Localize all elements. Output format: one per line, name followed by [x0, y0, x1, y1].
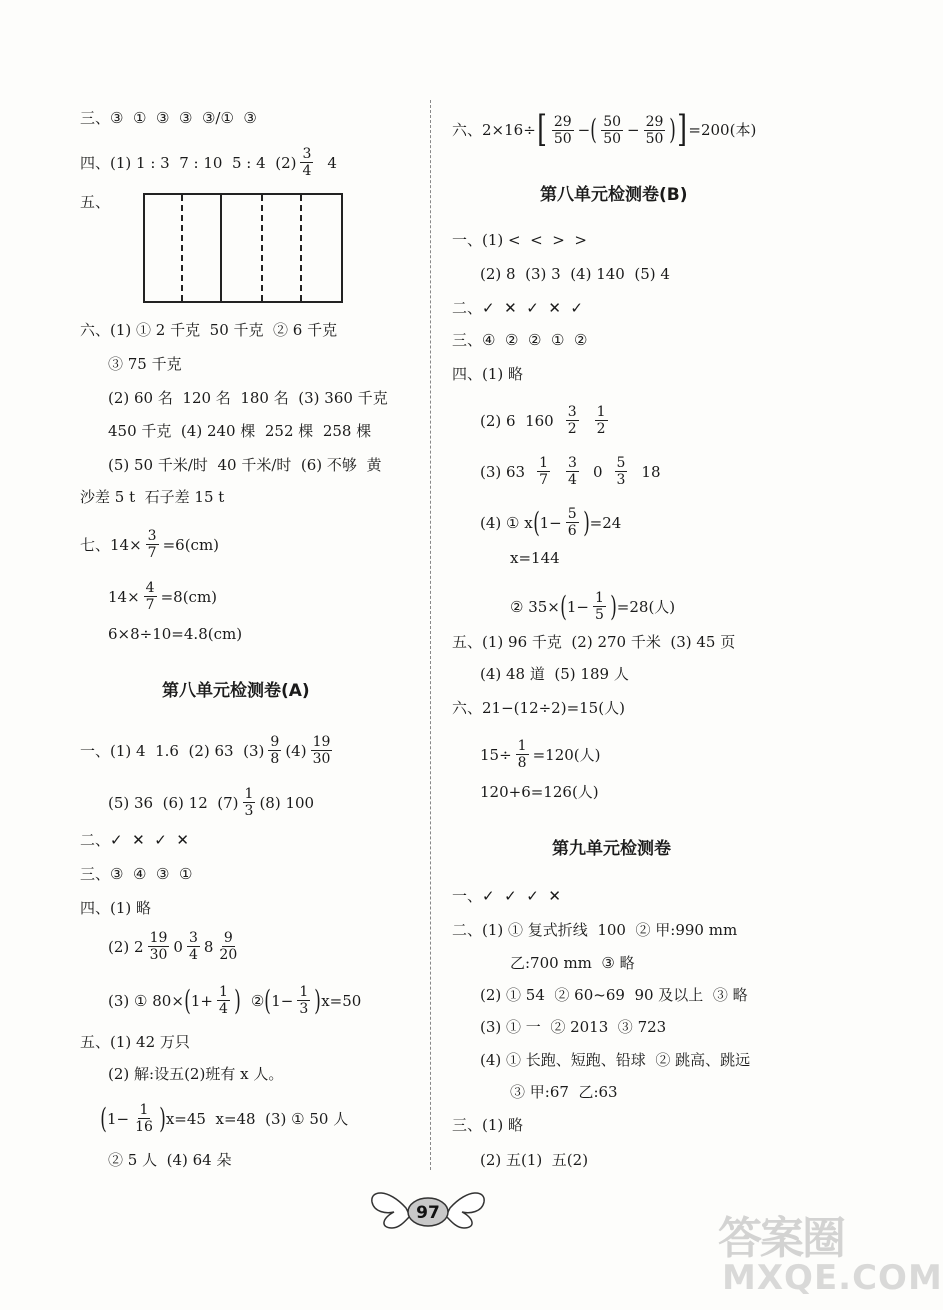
fraction	[133, 1102, 155, 1135]
denominator: 3	[299, 1001, 309, 1017]
bracket-open: [	[536, 109, 547, 150]
answer-text: 0	[173, 937, 183, 956]
dashed-line	[261, 195, 263, 301]
answer-line-6f	[80, 487, 224, 507]
fraction	[148, 930, 170, 963]
answer-line-b6c	[480, 782, 599, 802]
answer-line-b2	[452, 298, 583, 318]
denominator: 50	[553, 130, 572, 147]
fraction	[593, 590, 606, 623]
answer-text: (1) ① 复式折线 100 ② 甲:990 mm	[482, 921, 738, 939]
answer-text: 6×8÷10=4.8(cm)	[108, 625, 243, 643]
answer-text: =6(cm)	[162, 535, 220, 554]
fraction	[187, 930, 200, 963]
page-number-badge	[368, 1178, 488, 1238]
section-heading: 第九单元检测卷	[552, 839, 671, 859]
item-label: 四、	[452, 365, 483, 383]
answer-text: ② 35×	[510, 597, 560, 616]
answer-text: =120(人)	[532, 745, 601, 764]
answer-text: (1) 略	[482, 1116, 524, 1134]
answer-line-6a	[80, 320, 337, 340]
paren-close: )	[582, 505, 590, 539]
paren-close: )	[669, 113, 677, 146]
item-label: 三、	[452, 331, 483, 349]
left-wing-icon	[372, 1193, 410, 1228]
fraction	[300, 146, 313, 179]
answer-line-b6a	[452, 698, 625, 718]
fraction	[243, 786, 256, 819]
answer-line-7c	[108, 624, 242, 644]
answer-text: (2) ① 54 ② 60~69 90 及以上 ③ 略	[480, 986, 748, 1004]
denominator: 4	[302, 163, 312, 179]
numerator: 1	[596, 404, 606, 420]
answer-line-b4e	[510, 548, 560, 568]
item-label: 六、	[452, 121, 483, 139]
paren-open: (	[590, 113, 597, 146]
numerator: 1	[517, 738, 527, 754]
paren-open: (	[100, 1101, 107, 1135]
fraction	[217, 930, 239, 963]
answer-text: 1−	[566, 597, 589, 616]
answer-line-b1a	[452, 230, 587, 250]
numerator: 29	[645, 113, 664, 130]
answer-text: ✓ ✕ ✓ ✕ ✓	[482, 299, 584, 317]
answer-text: x=45 x=48 (3) ① 50 人	[165, 1109, 349, 1128]
answer-line-5	[80, 192, 110, 212]
answer-line-b5b	[480, 664, 629, 684]
answer-line-4	[80, 146, 337, 179]
answer-line-c1	[452, 886, 561, 906]
answer-text: ② 5 人 (4) 64 朵	[108, 1151, 232, 1169]
numerator: 3	[188, 930, 198, 946]
answer-line-b3	[452, 330, 587, 350]
answer-text: (4) ① 长跑、短跑、铅球 ② 跳高、跳远	[480, 1051, 751, 1069]
denominator: 30	[312, 751, 331, 767]
answer-text: 1−	[539, 513, 562, 532]
answer-text: (2) 解:设五(2)班有 x 人。	[108, 1065, 284, 1083]
denominator: 8	[517, 755, 527, 771]
item-label: 五、	[80, 193, 111, 211]
paren-open: (	[184, 983, 191, 1017]
item-label: 三、	[80, 865, 111, 883]
denominator: 4	[188, 947, 198, 963]
denominator: 50	[645, 130, 664, 147]
item-label: 一、	[452, 887, 483, 905]
item-label: 一、	[80, 741, 111, 760]
numerator: 3	[567, 404, 577, 420]
paren-close: )	[314, 983, 321, 1017]
answer-text: 21−(12÷2)=15(人)	[482, 699, 625, 717]
answer-line-7a	[80, 528, 219, 561]
denominator: 3	[244, 803, 254, 819]
answer-line-a4c	[108, 984, 361, 1017]
answer-text: (3) ① 80×	[108, 991, 184, 1010]
fraction	[552, 114, 574, 147]
denominator: 8	[270, 751, 280, 767]
answer-text: ✓ ✕ ✓ ✕	[110, 831, 189, 849]
denominator: 3	[616, 472, 626, 488]
section-heading: 第八单元检测卷(A)	[162, 681, 310, 701]
watermark	[718, 1202, 943, 1302]
numerator: 3	[302, 146, 312, 162]
denominator: 20	[219, 947, 238, 963]
denominator: 4	[218, 1001, 228, 1017]
answer-text: 15÷	[480, 745, 512, 764]
item-label: 一、	[452, 231, 483, 249]
dashed-line	[300, 195, 302, 301]
answer-text: (2) 五(1) 五(2)	[480, 1151, 589, 1169]
numerator: 5	[616, 455, 626, 471]
answer-text: (1) ① 2 千克 50 千克 ② 6 千克	[110, 321, 338, 339]
numerator: 9	[223, 930, 233, 946]
item-label: 五、	[452, 633, 483, 651]
answer-text: x=144	[510, 549, 560, 567]
fraction	[566, 455, 579, 488]
answer-line-6b	[108, 354, 182, 374]
answer-text: 4	[327, 153, 337, 172]
answer-text: (4) ① x	[480, 513, 533, 532]
answer-text: ②	[250, 991, 265, 1010]
answer-line-b6b	[480, 738, 600, 771]
fraction	[311, 734, 333, 767]
answer-text: 2×16÷	[482, 121, 536, 139]
denominator: 2	[596, 421, 606, 437]
answer-text: (2) 6 160	[480, 411, 554, 430]
numerator: 1	[218, 984, 228, 1000]
answer-line-6c	[108, 388, 388, 408]
answer-text: (1) 略	[482, 365, 524, 383]
denominator: 6	[567, 523, 577, 539]
denominator: 5	[594, 607, 604, 623]
solid-line	[220, 195, 222, 301]
item-label: 四、	[80, 153, 111, 172]
item-label: 六、	[80, 321, 111, 339]
answer-text: (1) < < > >	[482, 231, 587, 249]
answer-line-6e	[108, 455, 381, 475]
item-label: 四、	[80, 899, 111, 917]
answer-text: (1) 1 : 3 7 : 10 5 : 4 (2)	[110, 153, 297, 172]
answer-line-b4f	[510, 590, 675, 623]
bracket-close: ]	[677, 109, 688, 150]
answer-line-c2a	[452, 920, 737, 940]
watermark-text: 答案圈	[718, 1213, 844, 1264]
item-label: 三、	[452, 1116, 483, 1134]
numerator: 3	[147, 528, 157, 544]
answer-text: 1−	[106, 1109, 130, 1128]
answer-text: (1) 96 千克 (2) 270 千米 (3) 45 页	[482, 633, 736, 651]
numerator: 1	[299, 984, 309, 1000]
paren-open: (	[532, 505, 540, 539]
fraction	[268, 734, 281, 767]
answer-line-a4b	[108, 930, 243, 963]
item-label: 七、	[80, 535, 111, 554]
answer-line-a5d	[108, 1150, 232, 1170]
answer-text: ③ 甲:67 乙:63	[510, 1083, 618, 1101]
watermark-url: MXQE.COM	[722, 1258, 943, 1298]
answer-text: (1) 略	[110, 899, 152, 917]
fraction	[615, 455, 628, 488]
answer-text: (3) 63	[480, 462, 526, 481]
answer-line-6d	[108, 421, 371, 441]
item-label: 五、	[80, 1033, 111, 1051]
numerator: 1	[139, 1102, 149, 1118]
numerator: 1	[539, 455, 549, 471]
numerator: 4	[145, 580, 155, 596]
denominator: 30	[149, 947, 168, 963]
denominator: 4	[568, 472, 577, 488]
answer-text: 8	[203, 937, 214, 956]
answer-line-a1b	[108, 786, 314, 819]
answer-text: 450 千克 (4) 240 棵 252 棵 258 棵	[108, 422, 372, 440]
answer-text: x=50	[321, 991, 362, 1010]
answer-text: 18	[641, 462, 661, 481]
numerator: 1	[594, 590, 604, 606]
denominator: 50	[603, 130, 622, 147]
answer-text: 沙差 5 t 石子差 15 t	[80, 488, 225, 506]
fraction	[144, 580, 157, 613]
paren-close: )	[610, 589, 617, 623]
answer-line-c2d	[480, 1017, 666, 1037]
answer-text: (4) 48 道 (5) 189 人	[480, 665, 629, 683]
answer-line-c2b	[510, 953, 635, 973]
answer-text: (2) 2	[108, 937, 144, 956]
denominator: 2	[567, 421, 577, 437]
fraction	[601, 114, 623, 147]
fraction	[566, 506, 579, 539]
answer-text: 120+6=126(人)	[480, 783, 599, 801]
answer-line-c2c	[480, 985, 748, 1005]
answer-line-7b	[108, 580, 217, 613]
answer-text: =24	[589, 513, 622, 532]
answer-line-a5c	[100, 1102, 348, 1135]
answer-line-a5a	[80, 1032, 190, 1052]
answer-line-a2	[80, 830, 189, 850]
numerator: 9	[270, 734, 280, 750]
section-heading: 第八单元检测卷(B)	[540, 185, 688, 205]
answer-line-c3b	[480, 1150, 588, 1170]
answer-text: =8(cm)	[160, 587, 218, 606]
fraction	[217, 984, 230, 1017]
numerator: 19	[312, 734, 331, 750]
numerator: 50	[603, 113, 622, 130]
answer-text: =28(人)	[616, 597, 676, 616]
fraction	[595, 404, 608, 437]
paren-close: )	[234, 983, 241, 1017]
fraction	[644, 114, 666, 147]
answer-text: (1) 4 1.6 (2) 63 (3)	[110, 741, 265, 760]
item-label: 三、	[80, 109, 111, 127]
numerator: 3	[568, 455, 577, 471]
answer-text: (3) ① 一 ② 2013 ③ 723	[480, 1018, 667, 1036]
answer-line-c2f	[510, 1082, 618, 1102]
answer-text: 14×	[110, 535, 142, 554]
answer-line-b4b	[480, 404, 612, 437]
answer-text: −	[577, 121, 591, 139]
paren-open: (	[560, 589, 567, 623]
answer-text: 0	[592, 462, 603, 481]
column-divider	[430, 100, 431, 1170]
answer-text: (2) 8 (3) 3 (4) 140 (5) 4	[480, 265, 670, 283]
answer-line-b4c	[480, 455, 661, 488]
denominator: 7	[147, 545, 157, 561]
answer-text: (8) 100	[259, 793, 315, 812]
answer-line-c3a	[452, 1115, 523, 1135]
answer-line-a4a	[80, 898, 151, 918]
answer-text: ③ ① ③ ③ ③/① ③	[110, 109, 257, 127]
answer-text: ✓ ✓ ✓ ✕	[482, 887, 561, 905]
item-label: 六、	[452, 699, 483, 717]
answer-line-b5a	[452, 632, 735, 652]
item-label: 二、	[80, 831, 111, 849]
answer-text: ③ 75 千克	[108, 355, 182, 373]
paren-open: (	[264, 983, 272, 1017]
answer-text: ④ ② ② ① ②	[482, 331, 588, 349]
fraction	[297, 984, 310, 1017]
fraction	[566, 404, 579, 437]
answer-text: (5) 36 (6) 12 (7)	[108, 793, 239, 812]
numerator: 1	[244, 786, 254, 802]
answer-text: (1) 42 万只	[110, 1033, 190, 1051]
fraction	[516, 738, 529, 771]
denominator: 7	[145, 597, 155, 613]
answer-line-a1a	[80, 734, 336, 767]
numerator: 5	[567, 506, 577, 522]
answer-text: −	[627, 121, 640, 139]
rectangle-diagram	[143, 193, 343, 303]
answer-line-b4a	[452, 364, 523, 384]
numerator: 29	[553, 113, 572, 130]
answer-text: =200(本)	[688, 121, 757, 139]
paren-close: )	[159, 1101, 166, 1135]
answer-text: (5) 50 千米/时 40 千米/时 (6) 不够 黄	[108, 456, 382, 474]
answer-line-a5b	[108, 1064, 283, 1084]
answer-line-b4d	[480, 506, 621, 539]
numerator: 19	[149, 930, 168, 946]
right-wing-icon	[446, 1193, 484, 1228]
answer-line-r6	[452, 109, 757, 150]
dashed-line	[181, 195, 183, 301]
answer-line-c2e	[480, 1050, 750, 1070]
answer-text: ③ ④ ③ ①	[110, 865, 193, 883]
answer-text: 乙:700 mm ③ 略	[510, 954, 635, 972]
answer-line-b1b	[480, 264, 670, 284]
page-number: 97	[416, 1203, 440, 1223]
item-label: 二、	[452, 299, 483, 317]
answer-text: (2) 60 名 120 名 180 名 (3) 360 千克	[108, 389, 388, 407]
denominator: 7	[539, 472, 549, 488]
answer-text: 14×	[108, 587, 140, 606]
answer-line-a3	[80, 864, 192, 884]
answer-text: 1+	[190, 991, 213, 1010]
answer-line-3	[80, 108, 257, 128]
item-label: 二、	[452, 921, 483, 939]
fraction	[146, 528, 159, 561]
answer-text: (4)	[285, 741, 307, 760]
denominator: 16	[135, 1119, 153, 1135]
answer-text: 1−	[271, 991, 294, 1010]
fraction	[537, 455, 550, 488]
